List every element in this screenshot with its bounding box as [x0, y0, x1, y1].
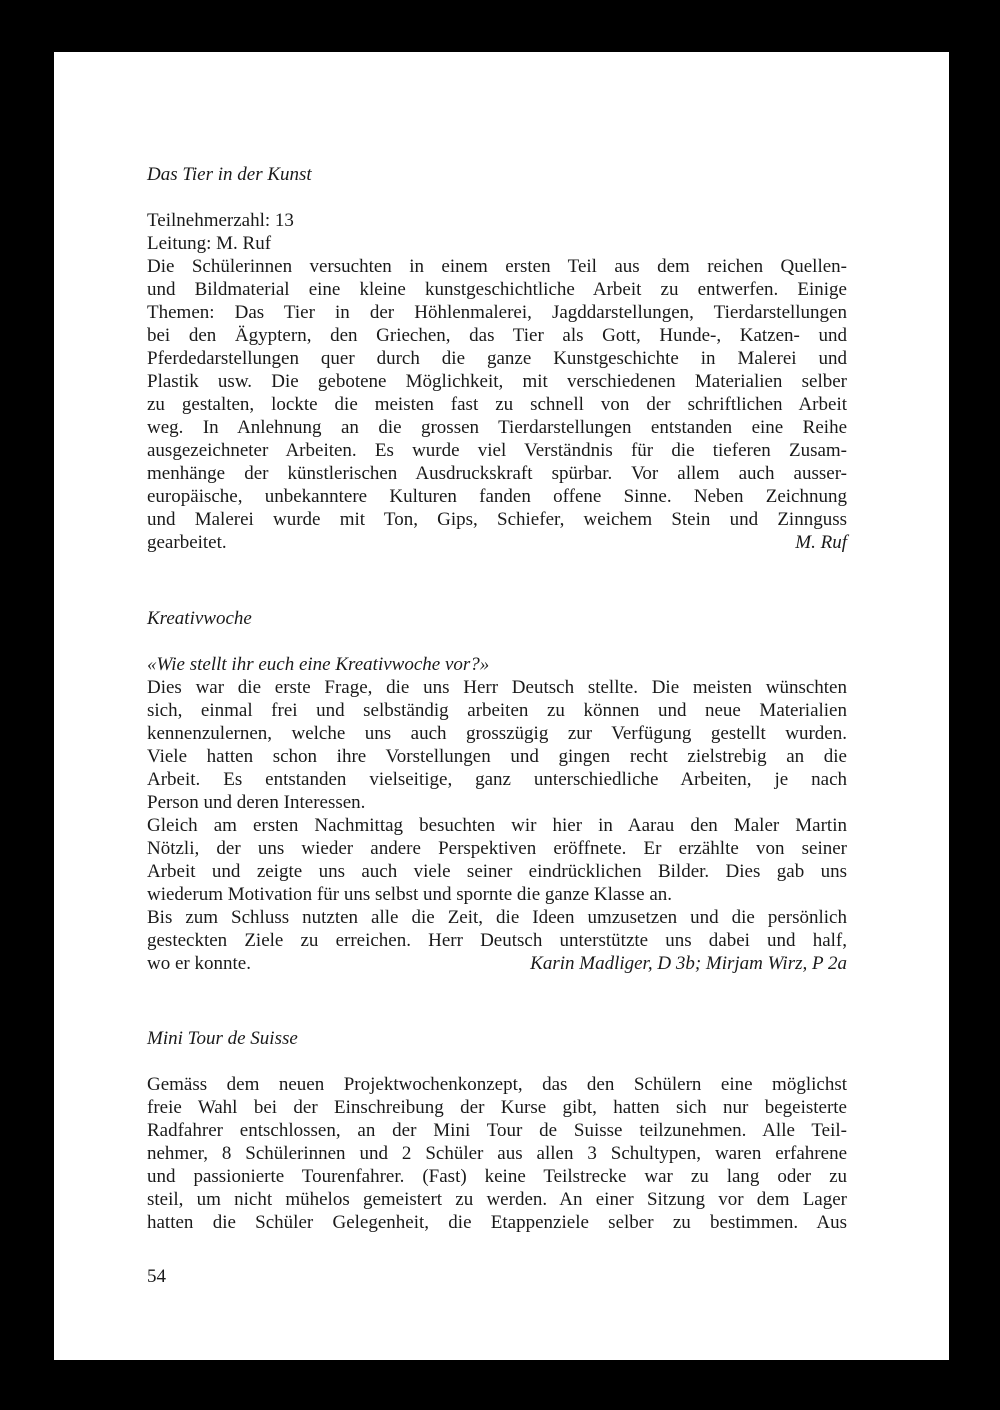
section-title: Das Tier in der Kunst — [147, 164, 312, 185]
section-mini-tour-de-suisse — [147, 1027, 847, 1234]
text-line: und Bildmaterial eine kleine kunstgeschichtliche Arbeit zu entwerfen. Einige — [147, 279, 847, 300]
text-line: wo er konnte. — [147, 953, 251, 974]
text-line: Plastik usw. Die gebotene Möglichkeit, mit verschiedenen Materialien selber — [147, 371, 847, 392]
text-line: und passionierte Tourenfahrer. (Fast) keine Teilstrecke war zu lang oder zu — [147, 1166, 847, 1187]
text-line: nehmer, 8 Schülerinnen und 2 Schüler aus allen 3 Schultypen, waren erfahrene — [147, 1143, 847, 1164]
text-line: Arbeit und zeigte uns auch viele seiner eindrücklichen Bilder. Dies gab uns — [147, 861, 847, 882]
body-paragraph — [147, 814, 847, 906]
text-line: Gleich am ersten Nachmittag besuchten wir hier in Aarau den Maler Martin — [147, 815, 847, 836]
text-line: europäische, unbekanntere Kulturen fanden offene Sinne. Neben Zeichnung — [147, 486, 847, 507]
quote-line: «Wie stellt ihr euch eine Kreativwoche vor?» — [147, 654, 490, 675]
body-paragraph — [147, 906, 847, 952]
participants-line: Teilnehmerzahl: 13 — [147, 210, 294, 231]
text-line: ausgezeichneter Arbeiten. Es wurde viel Verständnis für die tieferen Zusam- — [147, 440, 847, 461]
text-line: Nötzli, der uns wieder andere Perspektiven eröffnete. Er erzählte von seiner — [147, 838, 847, 859]
text-line: gearbeitet. — [147, 532, 227, 553]
text-line: und Malerei wurde mit Ton, Gips, Schiefer, weichem Stein und Zinnguss — [147, 509, 847, 530]
section-kreativwoche — [147, 607, 847, 975]
body-paragraph — [147, 1073, 847, 1234]
body-paragraph — [147, 255, 847, 531]
text-line: freie Wahl bei der Einschreibung der Kurse gibt, hatten sich nur begeisterte — [147, 1097, 847, 1118]
text-line: Dies war die erste Frage, die uns Herr Deutsch stellte. Die meisten wünschten — [147, 677, 847, 698]
author-signature: M. Ruf — [795, 532, 847, 553]
text-line: Gemäss dem neuen Projektwochenkonzept, das den Schülern eine möglichst — [147, 1074, 847, 1095]
section-tier-in-der-kunst — [147, 163, 847, 554]
text-line: Viele hatten schon ihre Vorstellungen und gingen recht zielstrebig an die — [147, 746, 847, 767]
text-line: menhänge der künstlerischen Ausdruckskraft spürbar. Vor allem auch ausser- — [147, 463, 847, 484]
text-line: Person und deren Interessen. — [147, 792, 366, 813]
closing-line — [147, 952, 847, 975]
closing-line — [147, 531, 847, 554]
text-line: zu gestalten, lockte die meisten fast zu schnell von der schriftlichen Arbeit — [147, 394, 847, 415]
text-line: bei den Ägyptern, den Griechen, das Tier als Gott, Hunde-, Katzen- und — [147, 325, 847, 346]
text-line: Arbeit. Es entstanden vielseitige, ganz unterschiedliche Arbeiten, je nach — [147, 769, 847, 790]
section-title: Kreativwoche — [147, 608, 252, 629]
text-line: Themen: Das Tier in der Höhlenmalerei, Jagddarstellungen, Tierdarstellungen — [147, 302, 847, 323]
leader-line: Leitung: M. Ruf — [147, 233, 272, 254]
text-line: Bis zum Schluss nutzten alle die Zeit, die Ideen umzusetzen und die persönlich — [147, 907, 847, 928]
text-line: gesteckten Ziele zu erreichen. Herr Deutsch unterstützte uns dabei und half, — [147, 930, 847, 951]
text-line: hatten die Schüler Gelegenheit, die Etappenziele selber zu bestimmen. Aus — [147, 1212, 847, 1233]
text-line: Radfahrer entschlossen, an der Mini Tour de Suisse teilzunehmen. Alle Teil- — [147, 1120, 847, 1141]
document-page — [54, 52, 949, 1360]
text-line: wiederum Motivation für uns selbst und spornte die ganze Klasse an. — [147, 884, 673, 905]
text-line: kennenzulernen, welche uns auch grosszügig zur Verfügung gestellt wurden. — [147, 723, 847, 744]
section-title: Mini Tour de Suisse — [147, 1028, 298, 1049]
author-signature: Karin Madliger, D 3b; Mirjam Wirz, P 2a — [530, 953, 847, 974]
body-paragraph — [147, 676, 847, 814]
text-line: steil, um nicht mühelos gemeistert zu werden. An einer Sitzung vor dem Lager — [147, 1189, 847, 1210]
text-line: Die Schülerinnen versuchten in einem ersten Teil aus dem reichen Quellen- — [147, 256, 847, 277]
text-line: weg. In Anlehnung an die grossen Tierdarstellungen entstanden eine Reihe — [147, 417, 847, 438]
text-line: Pferdedarstellungen quer durch die ganze Kunstgeschichte in Malerei und — [147, 348, 847, 369]
text-line: sich, einmal frei und selbständig arbeiten zu können und neue Materialien — [147, 700, 847, 721]
page-number: 54 — [147, 1266, 166, 1287]
